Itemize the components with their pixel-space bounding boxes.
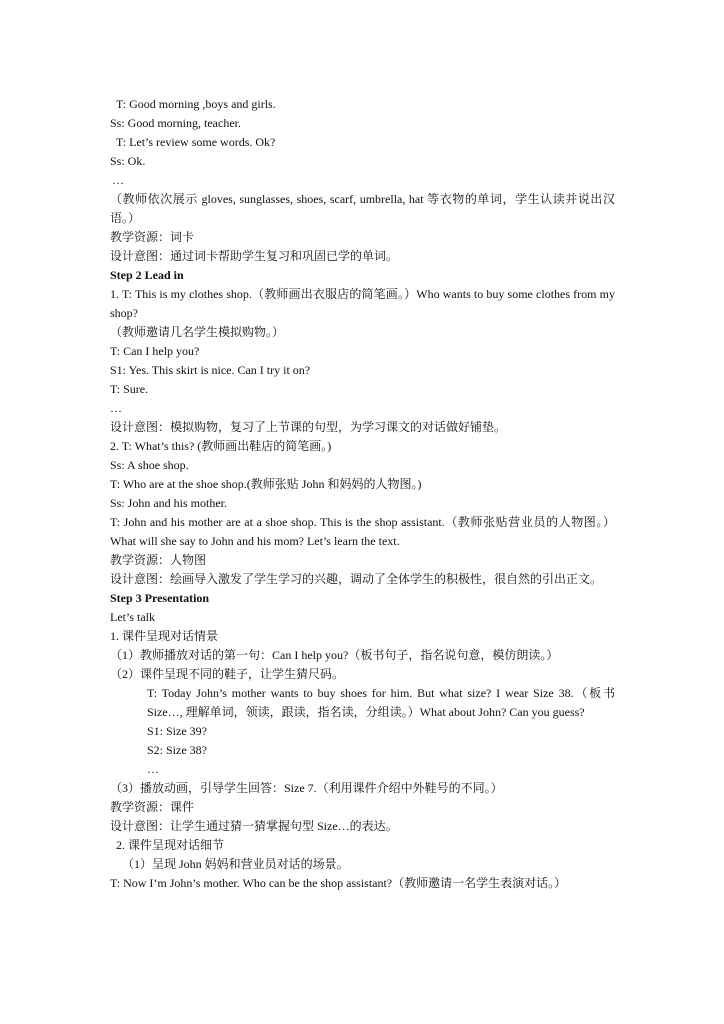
list-item: （3）播放动画，引导学生回答：Size 7.（利用课件介绍中外鞋号的不同。） bbox=[110, 781, 503, 795]
design-intent: 设计意图：绘画导入激发了学生学习的兴趣，调动了全体学生的积极性，很自然的引出正文。 bbox=[110, 572, 603, 586]
list-item: 1. 课件呈现对话情景 bbox=[110, 629, 219, 643]
dialogue-line: Ss: A shoe shop. bbox=[110, 458, 189, 472]
dialogue-line: T: Today John’s mother wants to buy shoes for him. But what size? I wear Size 38.（板书 Size…, 理解单词，领读，跟读，指名读，分组读。）What about John? Can you guess? bbox=[147, 686, 615, 719]
ellipsis-line: … bbox=[147, 762, 159, 776]
dialogue-line: T: Good morning ,boys and girls. bbox=[116, 97, 276, 111]
dialogue-line: T: John and his mother are at a shoe shop. This is the shop assistant.（教师张贴营业员的人物图。）What will she say to John and his mom? Let’s learn the text. bbox=[110, 515, 615, 548]
design-intent: 设计意图：模拟购物，复习了上节课的句型，为学习课文的对话做好铺垫。 bbox=[110, 420, 507, 434]
list-item: （1）呈现 John 妈妈和营业员对话的场景。 bbox=[122, 857, 349, 871]
step-heading: Step 3 Presentation bbox=[110, 591, 210, 605]
dialogue-line: S1: Yes. This skirt is nice. Can I try it on? bbox=[110, 363, 311, 377]
teaching-resource: 教学资源：人物图 bbox=[110, 553, 207, 567]
dialogue-line: T: Now I’m John’s mother. Who can be the shop assistant?（教师邀请一名学生表演对话。） bbox=[110, 876, 567, 890]
dialogue-line: Ss: Ok. bbox=[110, 154, 146, 168]
dialogue-line: T: Let’s review some words. Ok? bbox=[116, 135, 276, 149]
dialogue-line: 1. T: This is my clothes shop.（教师画出衣服店的简笔画。）Who wants to buy some clothes from my shop? bbox=[110, 287, 615, 320]
teacher-note: （教师依次展示 gloves, sunglasses, shoes, scarf, umbrella, hat 等衣物的单词，学生认读并说出汉语。） bbox=[110, 192, 615, 225]
teaching-resource: 教学资源：课件 bbox=[110, 800, 195, 814]
teacher-note: （教师邀请几名学生模拟购物。） bbox=[110, 325, 285, 339]
ellipsis-line: … bbox=[110, 401, 122, 415]
list-item: （1）教师播放对话的第一句：Can I help you?（板书句子，指名说句意，模仿朗读。） bbox=[110, 648, 559, 662]
dialogue-line: T: Can I help you? bbox=[110, 344, 200, 358]
section-label: Let’s talk bbox=[110, 610, 155, 624]
list-item: （2）课件呈现不同的鞋子，让学生猜尺码。 bbox=[110, 667, 345, 681]
dialogue-line: T: Sure. bbox=[110, 382, 149, 396]
dialogue-line: T: Who are at the shoe shop.(教师张贴 John 和妈妈的人物图。) bbox=[110, 477, 422, 491]
teaching-resource: 教学资源：词卡 bbox=[110, 230, 195, 244]
dialogue-line: Ss: John and his mother. bbox=[110, 496, 228, 510]
design-intent: 设计意图：让学生通过猜一猜掌握句型 Size…的表达。 bbox=[110, 819, 398, 833]
dialogue-line: Ss: Good morning, teacher. bbox=[110, 116, 241, 130]
dialogue-line: 2. T: What’s this? (教师画出鞋店的简笔画。) bbox=[110, 439, 332, 453]
document-body bbox=[110, 95, 615, 893]
design-intent: 设计意图：通过词卡帮助学生复习和巩固已学的单词。 bbox=[110, 249, 399, 263]
dialogue-line: S1: Size 39? bbox=[147, 724, 207, 738]
ellipsis-line: … bbox=[112, 173, 124, 187]
list-item: 2. 课件呈现对话细节 bbox=[116, 838, 225, 852]
dialogue-line: S2: Size 38? bbox=[147, 743, 207, 757]
step-heading: Step 2 Lead in bbox=[110, 268, 184, 282]
